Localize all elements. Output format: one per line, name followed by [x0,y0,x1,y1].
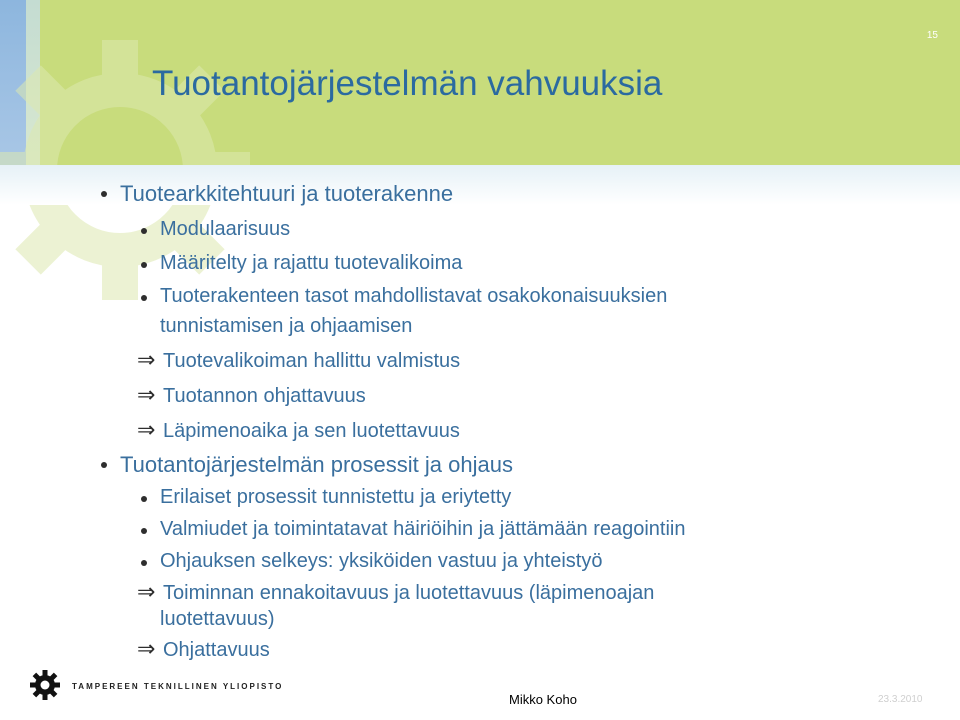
implies-arrow-icon: ⇒ [137,637,156,662]
implies-arrow-icon: ⇒ [137,348,156,373]
university-logo-icon [30,670,60,700]
university-name: TAMPEREEN TEKNILLINEN YLIOPISTO [72,682,284,691]
implication-item: Läpimenoaika ja sen luotettavuus [163,420,460,442]
bullet-dot-icon [141,560,147,566]
list-item: Valmiudet ja toimintatavat häiriöihin ja jättämään reagointiin [160,518,686,540]
bullet-dot-icon [141,496,147,502]
bullet-dot-icon [141,528,147,534]
list-item-continuation: tunnistamisen ja ohjaamisen [160,315,413,337]
implication-item: Ohjattavuus [163,639,270,661]
bullet-dot-icon [101,462,107,468]
list-item: Modulaarisuus [160,218,291,240]
implies-arrow-icon: ⇒ [137,418,156,443]
implication-item: Tuotevalikoiman hallittu valmistus [163,350,461,372]
section-heading: Tuotantojärjestelmän prosessit ja ohjaus [120,452,513,477]
implies-arrow-icon: ⇒ [137,580,156,605]
section-heading: Tuotearkkitehtuuri ja tuoterakenne [120,181,454,206]
header-fade [0,165,960,205]
footer-author: Mikko Koho [509,692,577,707]
footer-date: 23.3.2010 [878,694,923,705]
implication-item: Tuotannon ohjattavuus [163,385,366,407]
slide-title: Tuotantojärjestelmän vahvuuksia [152,64,663,103]
list-item: Erilaiset prosessit tunnistettu ja eriytetty [160,486,512,508]
page-number: 15 [926,30,938,41]
implication-item-continuation: luotettavuus) [160,608,275,630]
implication-item: Toiminnan ennakoitavuus ja luotettavuus (läpimenoajan [163,582,655,604]
list-item: Määritelty ja rajattu tuotevalikoima [160,252,463,274]
implies-arrow-icon: ⇒ [137,383,156,408]
list-item: Tuoterakenteen tasot mahdollistavat osakokonaisuuksien [160,285,668,307]
list-item: Ohjauksen selkeys: yksiköiden vastuu ja yhteistyö [160,550,603,572]
